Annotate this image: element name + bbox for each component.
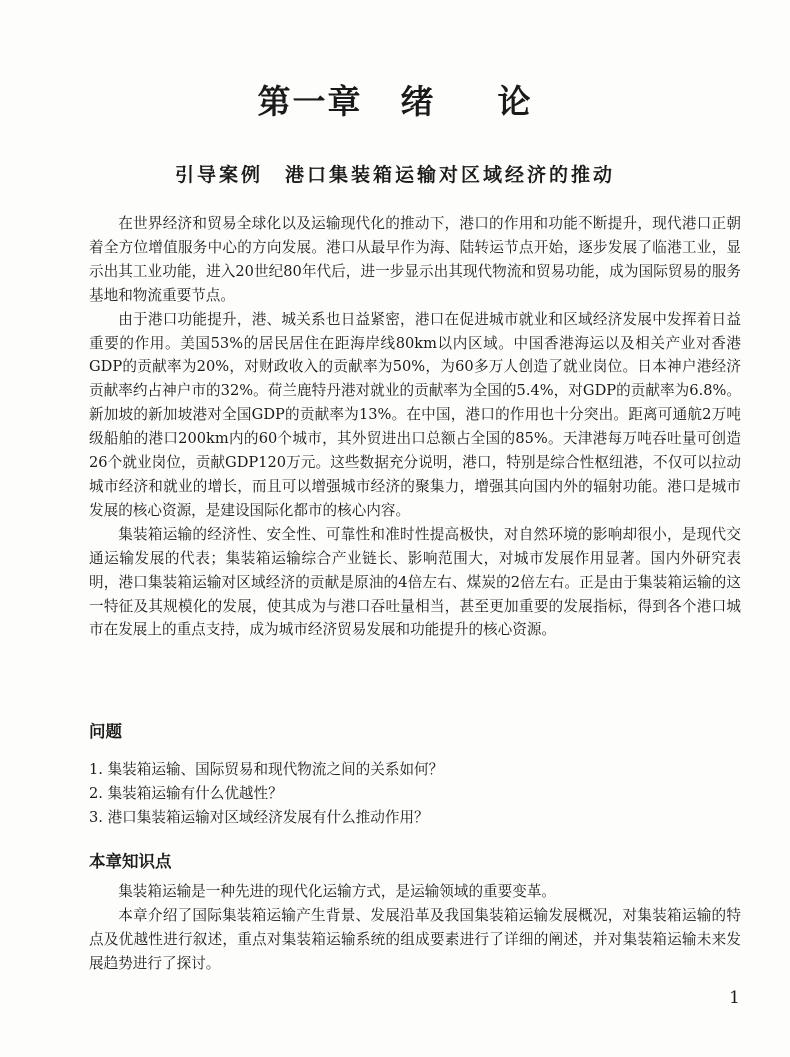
- case-paragraph: 集装箱运输的经济性、安全性、可靠性和准时性提高极快，对自然环境的影响却很小，是现代交通运输发展的代表；集装箱运输综合产业链长、影响范围大，对城市发展作用显著。国内外研究表明，港口集装箱运输对区域经济的贡献是原油的4倍左右、煤炭的2倍左右。正是由于集装箱运输的这一特征及其规模化的发展，使其成为与港口吞吐量相当，甚至更加重要的发展指标，得到各个港口城市在发展上的重点支持，成为城市经济贸易发展和功能提升的核心资源。: [89, 525, 741, 639]
- knowledge-heading: 本章知识点: [89, 852, 172, 871]
- page-number: 1: [729, 988, 740, 1008]
- chapter-number: 第一章: [257, 82, 363, 121]
- chapter-title: [0, 76, 790, 123]
- case-paragraph: 由于港口功能提升，港、城关系也日益紧密，港口在促进城市就业和区域经济发展中发挥着日益重要的作用。美国53%的居民居住在距海岸线80km以内区域。中国香港海运以及相关产业对香港GDP的贡献率为20%，对财政收入的贡献率为50%，为60多万人创造了就业岗位。日本神户港经济贡献率约占神户市的32%。荷兰鹿特丹港对就业的贡献率为全国的5.4%，对GDP的贡献率为6.8%。新加坡的新加坡港对全国GDP的贡献率为13%。在中国，港口的作用也十分突出。距离可通航2万吨级船舶的港口200km内的60个城市，其外贸进出口总额占全国的85%。天津港每万吨吞吐量可创造26个就业岗位，贡献GDP120万元。这些数据充分说明，港口，特别是综合性枢纽港，不仅可以拉动城市经济和就业的增长，而且可以增强城市经济的聚集力，增强其向国内外的辐射功能。港口是城市发展的核心资源，是建设国际化都市的核心内容。: [89, 310, 741, 519]
- case-heading: 港口集装箱运输对区域经济的推动: [285, 164, 616, 186]
- questions-heading: 问题: [89, 722, 122, 741]
- case-paragraph: 在世界经济和贸易全球化以及运输现代化的推动下，港口的作用和功能不断提升，现代港口正朝着全方位增值服务中心的方向发展。港口从最早作为海、陆转运节点开始，逐步发展了临港工业，显示出其工业功能，进入20世纪80年代后，进一步显示出其现代物流和贸易功能，成为国际贸易的服务基地和物流重要节点。: [89, 215, 741, 304]
- question-list: [89, 758, 741, 829]
- question-item: 1. 集装箱运输、国际贸易和现代物流之间的关系如何？: [89, 761, 444, 778]
- case-title: [0, 160, 790, 187]
- knowledge-body: [89, 880, 741, 976]
- case-label: 引导案例: [174, 164, 263, 186]
- question-item: 3. 港口集装箱运输对区域经济发展有什么推动作用？: [89, 808, 429, 826]
- knowledge-paragraph: 集装箱运输是一种先进的现代化运输方式，是运输领域的重要变革。: [118, 883, 557, 900]
- case-body: [89, 212, 741, 642]
- chapter-title-part1: 绪: [400, 82, 436, 121]
- knowledge-paragraph: 本章介绍了国际集装箱运输产生背景、发展沿革及我国集装箱运输发展概况，对集装箱运输的特点及优越性进行叙述，重点对集装箱运输系统的组成要素进行了详细的阐述，并对集装箱运输未来发展趋势进行了探讨。: [89, 906, 741, 972]
- question-item: 2. 集装箱运输有什么优越性？: [89, 784, 283, 802]
- chapter-title-part2: 论: [497, 82, 533, 121]
